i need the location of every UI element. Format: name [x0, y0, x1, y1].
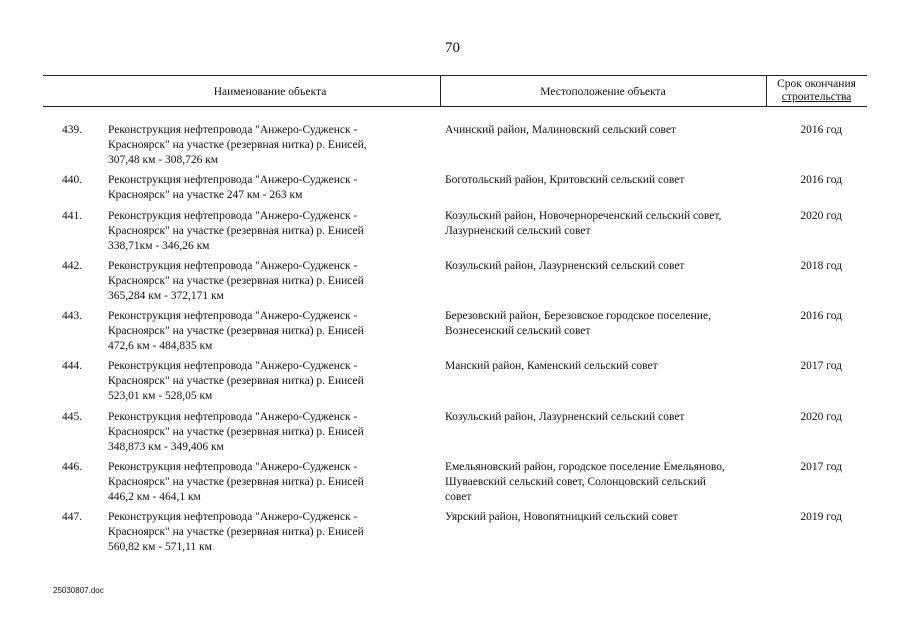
object-name: Реконструкция нефтепровода "Анжеро-Судженск - Красноярск" на участке 247 км - 263 км — [108, 174, 358, 202]
object-location: Березовский район, Березовское городское поселение, Вознесенский сельский совет — [445, 310, 711, 338]
row-number: 446. — [62, 461, 83, 474]
object-location: Козульский район, Лазурненский сельский совет — [445, 410, 685, 423]
table-row — [0, 510, 905, 560]
column-header-location: Местоположение объекта — [540, 86, 666, 98]
page-number: 70 — [445, 40, 460, 56]
object-name: Реконструкция нефтепровода "Анжеро-Судженск - Красноярск" на участке (резервная нитка) р. Енисей 560,82 км - 571,11 км — [108, 511, 364, 554]
construction-deadline: 2020 год — [800, 209, 842, 222]
object-location: Ачинский район, Малиновский сельский совет — [445, 124, 676, 136]
table-row — [0, 359, 905, 409]
column-header-name: Наименование объекта — [213, 86, 327, 98]
table-row — [0, 259, 905, 309]
object-name: Реконструкция нефтепровода "Анжеро-Судженск - Красноярск" на участке (резервная нитка) р. Енисей 365,284 км - 372,171 км — [108, 259, 364, 302]
row-number: 441. — [62, 209, 83, 222]
object-name: Реконструкция нефтепровода "Анжеро-Судженск - Красноярск" на участке (резервная нитка) р. Енисей, 307,48 км - 308,726 км — [108, 124, 367, 166]
object-location: Манский район, Каменский сельский совет — [445, 360, 658, 373]
object-name: Реконструкция нефтепровода "Анжеро-Судженск - Красноярск" на участке (резервная нитка) р. Енисей 348,873 км - 349,406 км — [108, 410, 364, 453]
row-number: 440. — [62, 174, 83, 187]
table-row — [0, 173, 905, 208]
table-row — [0, 309, 905, 359]
construction-deadline: 2016 год — [800, 124, 842, 136]
column-header-deadline — [766, 78, 867, 104]
table-row — [0, 410, 905, 460]
construction-deadline: 2018 год — [800, 259, 842, 272]
object-name: Реконструкция нефтепровода "Анжеро-Судженск - Красноярск" на участке (резервная нитка) р. Енисей 338,71км - 346,26 км — [108, 209, 364, 252]
object-name: Реконструкция нефтепровода "Анжеро-Судженск - Красноярск" на участке (резервная нитка) р. Енисей 523,01 км - 528,05 км — [108, 360, 364, 403]
row-number: 444. — [62, 360, 83, 373]
construction-deadline: 2017 год — [800, 360, 842, 373]
object-location: Козульский район, Лазурненский сельский совет — [445, 259, 685, 272]
construction-deadline: 2017 год — [800, 461, 842, 474]
table-row — [0, 460, 905, 510]
object-name: Реконструкция нефтепровода "Анжеро-Судженск - Красноярск" на участке (резервная нитка) р. Енисей 446,2 км - 464,1 км — [108, 461, 364, 504]
row-number: 445. — [62, 410, 83, 423]
table-row — [0, 123, 905, 173]
column-header-deadline-line-1: Срок окончания — [777, 78, 856, 90]
construction-deadline: 2016 год — [800, 174, 842, 187]
row-number: 442. — [62, 259, 83, 272]
row-number: 439. — [62, 124, 83, 136]
document-filename: 25030807.doc — [53, 586, 104, 595]
object-location: Козульский район, Новочернореченский сельский совет, Лазурненский сельский совет — [445, 209, 722, 237]
row-number: 443. — [62, 310, 83, 323]
row-number: 447. — [62, 511, 83, 524]
table-header-top-rule — [43, 75, 867, 76]
object-location: Боготольский район, Критовский сельский совет — [445, 174, 685, 187]
table-row — [0, 209, 905, 259]
construction-deadline: 2019 год — [800, 511, 842, 524]
object-name: Реконструкция нефтепровода "Анжеро-Судженск - Красноярск" на участке (резервная нитка) р. Енисей 472,6 км - 484,835 км — [108, 310, 364, 353]
object-location: Уярский район, Новопятницкий сельский совет — [445, 511, 678, 524]
construction-deadline: 2020 год — [800, 410, 842, 423]
table-body — [0, 123, 905, 561]
construction-deadline: 2016 год — [800, 310, 842, 323]
object-location: Емельяновский район, городское поселение Емельяново, Шуваевский сельский совет, Солонцовский сельский совет — [445, 461, 725, 504]
column-header-deadline-line-2: строительства — [781, 91, 852, 103]
table-header-bottom-rule — [43, 106, 867, 107]
